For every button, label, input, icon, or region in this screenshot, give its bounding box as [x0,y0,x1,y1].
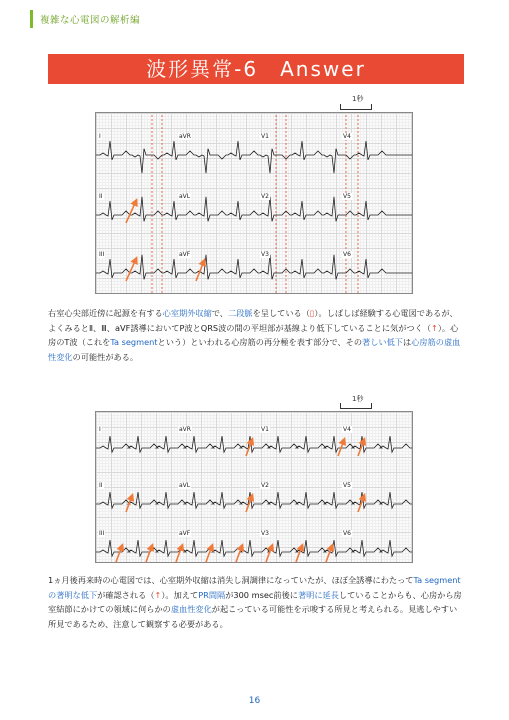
lead-label: aVL [179,482,191,489]
page-number: 16 [248,696,261,706]
ecg-tracing [96,412,412,564]
scale-1-label: 1秒 [352,95,364,103]
lead-label: V6 [343,251,351,258]
lead-label: aVF [179,530,191,537]
ecg-trace-row [96,255,412,280]
finding-arrow [236,546,242,562]
lead-label: aVR [179,133,191,140]
lead-label: V2 [261,193,269,200]
scale-2-bar [340,403,372,409]
lead-label: aVR [179,426,191,433]
lead-label: V3 [261,251,269,258]
lead-label: II [99,482,103,489]
lead-label: aVL [179,193,191,200]
lead-label: V4 [343,133,351,140]
ecg-trace-row [96,141,412,173]
explanation-paragraph-1: 右室心尖部近傍に起源を有する心室期外収縮で、二段脈を呈している（▯）。しばしば経験する心電図であるが、よくみるとⅡ、Ⅲ、aVF誘導においてP波とQRS波の間の平坦部が基線より低下していることに気がつく（↑）。心房のT波（これをTa segmentという）といわれる心房筋の再分極を表す部分で、その著しい低下は心房筋の虚血性変化の可能性がある。 [48,308,461,362]
explanation-paragraph-2: 1ヵ月後再来時の心電図では、心室期外収縮は消失し洞調律になっていたが、ほぼ全誘導にわたってTa segmentの著明な低下が確認される（↑）。加えてPR間隔が300 msec前後に著明に延長していることからも、心房から房室結節にかけての領域に何らかの虚血性変化が起こっている可能性を示唆する所見と考えられる。見逃しやすい所見であるため、注意して観察する必要がある。 [48,575,462,629]
lead-label: I [99,426,101,433]
ecg-trace-row [96,540,412,556]
lead-label: V4 [343,426,351,433]
ecg-trace-row [96,197,412,222]
lead-label: V3 [261,530,269,537]
lead-label: III [99,251,105,258]
running-header: 複雑な心電図の解析編 [40,15,141,26]
scale-1-bar [340,104,372,110]
ecg-figure-1 [95,112,413,294]
lead-label: V1 [261,133,269,140]
lead-label: V5 [343,193,351,200]
lead-label: II [99,193,103,200]
finding-arrow [146,546,152,562]
lead-label: V2 [261,482,269,489]
finding-arrow [206,546,212,562]
finding-arrow [126,496,132,512]
page-title: 波形異常-6 Answer [48,54,464,84]
lead-label: III [99,530,105,537]
lead-label: I [99,133,101,140]
scale-2-label: 1秒 [352,395,364,403]
finding-arrow [296,546,302,562]
lead-label: aVF [179,251,191,258]
finding-arrow [196,261,204,281]
finding-arrow [326,546,332,562]
lead-label: V1 [261,426,269,433]
finding-arrow [176,546,182,562]
header-accent-bar [30,10,33,28]
lead-label: V6 [343,530,351,537]
finding-arrow [116,546,122,562]
ecg-trace-row [96,436,412,452]
lead-label: V5 [343,482,351,489]
ecg-figure-2 [95,411,413,563]
ecg-tracing [96,113,412,295]
ecg-trace-row [96,492,412,508]
